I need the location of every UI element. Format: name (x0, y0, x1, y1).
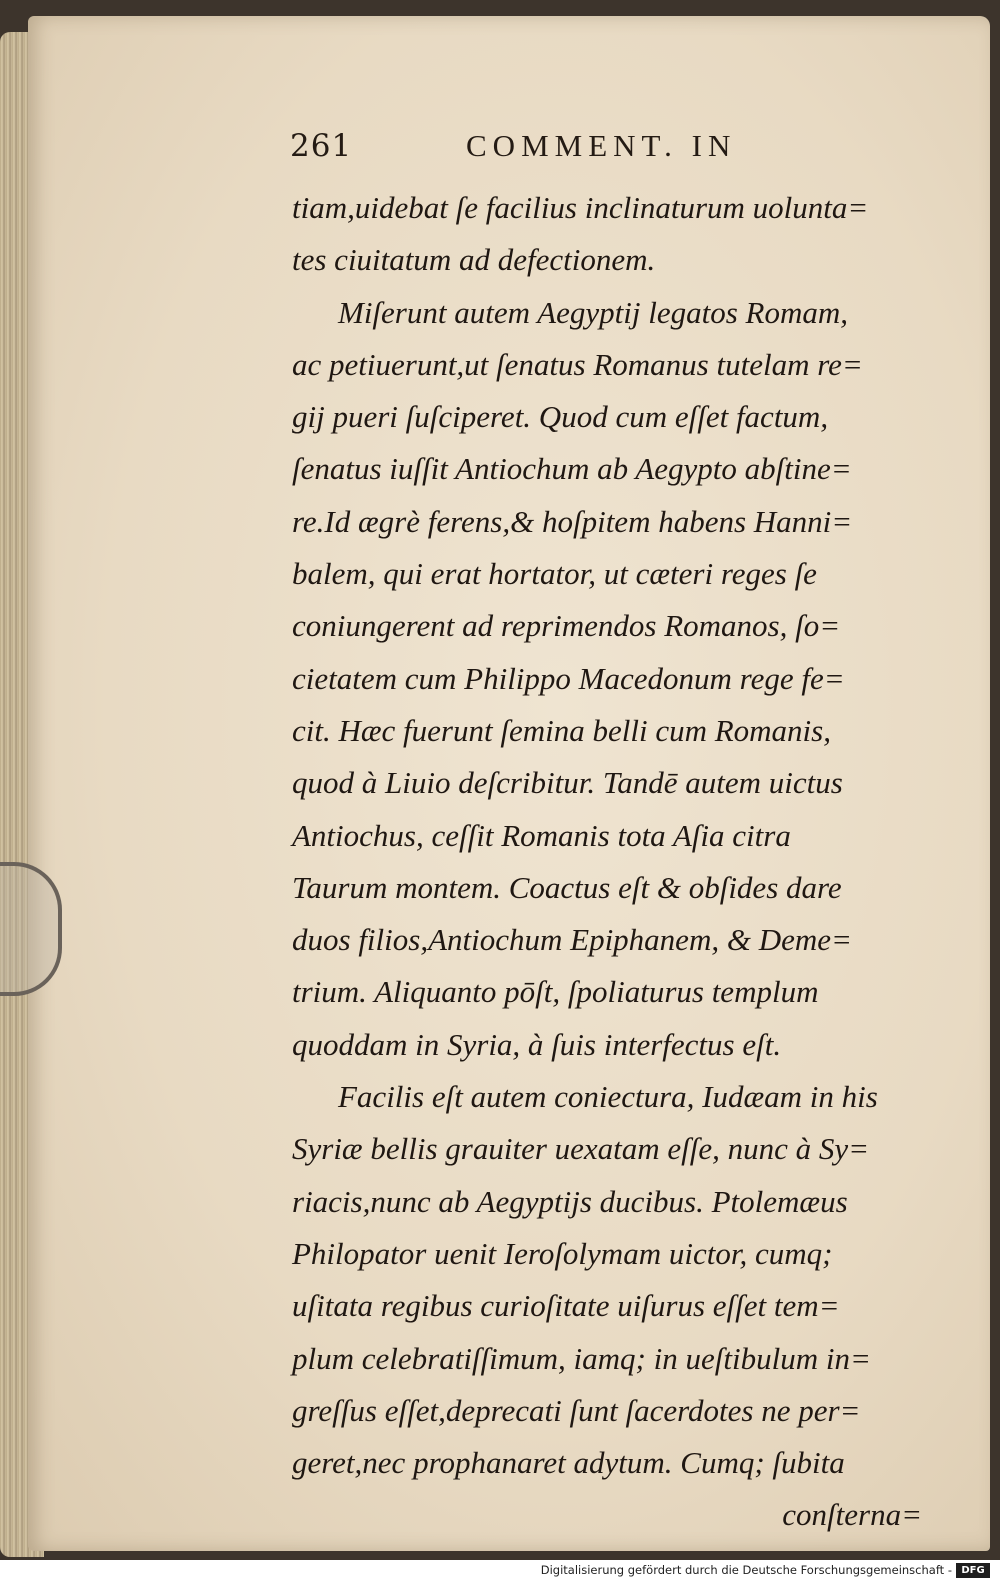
text-line: balem, qui erat hortator, ut cæteri reges ſe (292, 556, 817, 592)
text-line: plum celebratiſſimum, iamq; in ueſtibulum in= (292, 1340, 871, 1376)
text-line: cit. Hæc fuerunt ſemina belli cum Romanis, (292, 712, 831, 748)
text-line: Taurum montem. Coactus eſt & obſides dare (292, 869, 842, 905)
text-line: riacis,nunc ab Aegyptijs ducibus. Ptolemæus (292, 1183, 848, 1219)
text-line: Facilis eſt autem coniectura, Iudæam in his (338, 1079, 878, 1115)
body-text (292, 182, 922, 1542)
text-line: tiam,uidebat ſe facilius inclinaturum uolunta= (292, 190, 869, 225)
text-line: coniungerent ad reprimendos Romanos, ſo= (292, 608, 841, 644)
text-line: geret,nec prophanaret adytum. Cumq; ſubita (292, 1445, 845, 1481)
catchword: conſterna= (782, 1497, 922, 1533)
text-line: trium. Aliquanto pōſt, ſpoliaturus templum (292, 974, 819, 1010)
running-title: COMMENT. IN (466, 128, 737, 163)
dfg-logo: DFG (956, 1563, 990, 1578)
text-line: Philopator uenit Ieroſolymam uictor, cumq; (292, 1235, 833, 1271)
funding-credit: Digitalisierung gefördert durch die Deutsche Forschungsgemeinschaft - (540, 1563, 952, 1577)
text-line: Antiochus, ceſſit Romanis tota Aſia citra (292, 817, 791, 853)
text-line: uſitata regibus curioſitate uiſurus eſſet tem= (292, 1288, 840, 1324)
text-line: Syriæ bellis grauiter uexatam eſſe, nunc à Sy= (292, 1131, 870, 1167)
text-line: ſenatus iuſſit Antiochum ab Aegypto abſtine= (292, 451, 852, 487)
page-header (290, 128, 920, 168)
text-line: quod à Liuio deſcribitur. Tandē autem uictus (292, 765, 843, 801)
text-line: tes ciuitatum ad defectionem. (292, 242, 656, 278)
page-number: 261 (290, 128, 353, 164)
page-clip (0, 862, 62, 996)
text-line: ac petiuerunt,ut ſenatus Romanus tutelam re= (292, 346, 863, 382)
text-line: Miſerunt autem Aegyptij legatos Romam, (338, 294, 848, 330)
text-line: duos filios,Antiochum Epiphanem, & Deme= (292, 922, 852, 958)
text-line: cietatem cum Philippo Macedonum rege fe= (292, 660, 845, 696)
text-line: greſſus eſſet,deprecati ſunt ſacerdotes ne per= (292, 1392, 861, 1428)
text-line: gij pueri ſuſciperet. Quod cum eſſet factum, (292, 399, 829, 435)
text-line: re.Id ægrè ferens,& hoſpitem habens Hanni= (292, 503, 853, 539)
text-line: quoddam in Syria, à ſuis interfectus eſt. (292, 1026, 782, 1062)
footer-bar (0, 1560, 1000, 1582)
